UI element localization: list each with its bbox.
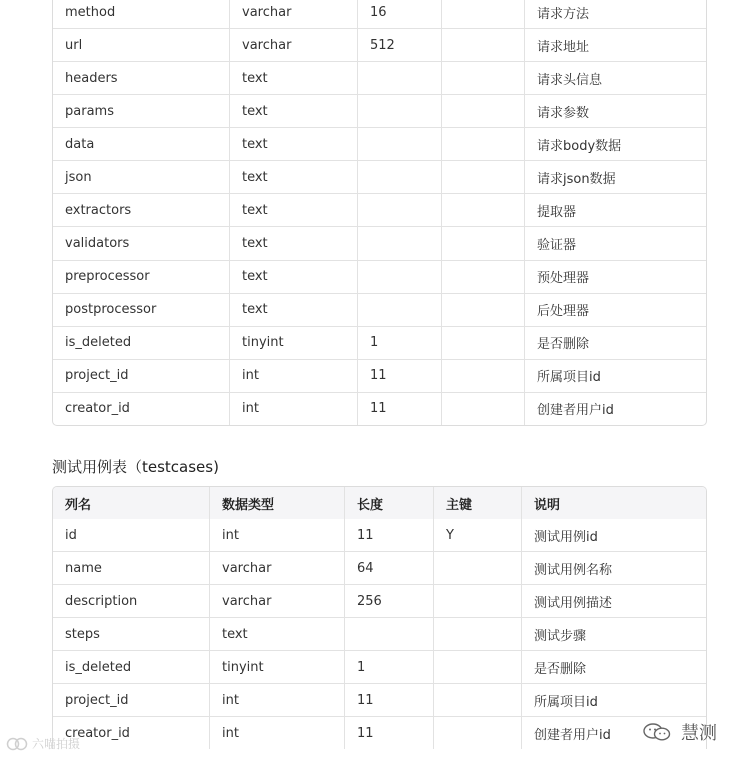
cell-primary-key: [434, 585, 522, 618]
cell-description: 请求地址: [525, 29, 706, 62]
cell-primary-key: [442, 360, 525, 393]
cell-description: 请求json数据: [525, 161, 706, 194]
cell-primary-key: [442, 294, 525, 327]
cell-primary-key: Y: [434, 519, 522, 552]
cell-length: [345, 618, 434, 651]
cell-column-name: json: [53, 161, 230, 194]
cell-primary-key: [434, 552, 522, 585]
cell-description: 测试用例名称: [522, 552, 706, 585]
cell-primary-key: [434, 618, 522, 651]
cell-length: 11: [358, 393, 442, 425]
cell-column-name: description: [53, 585, 210, 618]
cell-length: 16: [358, 0, 442, 29]
cell-description: 是否删除: [525, 327, 706, 360]
cell-primary-key: [442, 261, 525, 294]
cell-data-type: int: [210, 684, 345, 717]
cell-description: 测试用例描述: [522, 585, 706, 618]
cell-description: 所属项目id: [525, 360, 706, 393]
cell-length: 11: [345, 684, 434, 717]
cell-data-type: varchar: [210, 585, 345, 618]
cell-data-type: int: [230, 360, 358, 393]
header-primary-key: 主键: [434, 487, 522, 519]
watermark-right: [641, 719, 717, 745]
cell-description: 创建者用户id: [537, 403, 614, 419]
cell-length: 64: [345, 552, 434, 585]
table-row: [53, 194, 706, 227]
cell-data-type: text: [230, 194, 358, 227]
cell-length: 1: [358, 327, 442, 360]
table-row: [53, 62, 706, 95]
table-row: [53, 684, 706, 717]
cell-data-type: varchar: [230, 0, 358, 29]
cell-description: 所属项目id: [522, 684, 706, 717]
cell-column-name: steps: [53, 618, 210, 651]
cell-description: 提取器: [525, 194, 706, 227]
cell-primary-key: [442, 62, 525, 95]
cell-primary-key: [442, 327, 525, 360]
cell-description: 后处理器: [525, 294, 706, 327]
cell-length: 256: [345, 585, 434, 618]
cell-column-name: url: [53, 29, 230, 62]
cell-column-name: validators: [53, 227, 230, 260]
cell-primary-key: [442, 194, 525, 227]
cell-length: 1: [345, 651, 434, 684]
cell-description: 请求参数: [525, 95, 706, 128]
cell-column-name: name: [53, 552, 210, 585]
header-column-name: 列名: [53, 487, 210, 519]
table-row: [53, 552, 706, 585]
table-row: [53, 651, 706, 684]
table-row: [53, 519, 706, 552]
cell-length: [358, 294, 442, 327]
wechat-icon: [641, 722, 673, 742]
cell-primary-key: [434, 651, 522, 684]
cell-data-type: varchar: [230, 29, 358, 62]
cell-data-type: int: [210, 717, 345, 749]
cell-data-type: varchar: [210, 552, 345, 585]
cell-data-type: text: [230, 161, 358, 194]
cell-length: 512: [358, 29, 442, 62]
cell-data-type: text: [230, 95, 358, 128]
table-row: [53, 227, 706, 260]
table-row: [53, 618, 706, 651]
cell-primary-key: [442, 0, 525, 29]
cell-data-type: text: [230, 227, 358, 260]
cell-data-type: int: [210, 519, 345, 552]
cell-primary-key: [442, 227, 525, 260]
cell-length: 11: [345, 717, 434, 749]
table-row: [53, 585, 706, 618]
cell-description: 请求方法: [525, 0, 706, 29]
cell-description: 是否删除: [522, 651, 706, 684]
table-row: [53, 95, 706, 128]
cell-column-name: preprocessor: [53, 261, 230, 294]
cell-column-name: id: [53, 519, 210, 552]
cell-primary-key: [434, 717, 522, 749]
table-row: [53, 717, 706, 749]
cell-description: 预处理器: [525, 261, 706, 294]
table-row: [53, 128, 706, 161]
cell-description: 创建者用户id: [534, 727, 611, 743]
cell-length: [358, 128, 442, 161]
table-row: [53, 360, 706, 393]
cell-length: [358, 261, 442, 294]
cell-column-name: project_id: [53, 360, 230, 393]
cell-description: 请求body数据: [525, 128, 706, 161]
table-row: [53, 161, 706, 194]
cell-length: [358, 227, 442, 260]
cell-column-name: is_deleted: [53, 651, 210, 684]
cell-data-type: text: [210, 618, 345, 651]
cell-data-type: text: [230, 261, 358, 294]
cell-column-name: postprocessor: [53, 294, 230, 327]
cell-data-type: tinyint: [230, 327, 358, 360]
header-description: 说明: [522, 487, 706, 519]
cell-length: 11: [345, 519, 434, 552]
cell-data-type: tinyint: [210, 651, 345, 684]
cell-column-name: creator_id: [53, 393, 230, 425]
cell-column-name: params: [53, 95, 230, 128]
cell-description: 验证器: [525, 227, 706, 260]
cell-description: 请求头信息: [525, 62, 706, 95]
table-row: [53, 294, 706, 327]
table-row: [53, 29, 706, 62]
cell-description: 测试步骤: [522, 618, 706, 651]
cell-data-type: text: [230, 294, 358, 327]
cell-column-name: creator_id: [53, 717, 210, 749]
cell-length: [358, 62, 442, 95]
header-length: 长度: [345, 487, 434, 519]
cell-data-type: text: [230, 62, 358, 95]
cell-length: [358, 161, 442, 194]
cell-primary-key: [434, 684, 522, 717]
watermark-left: [6, 735, 80, 752]
cell-length: [358, 194, 442, 227]
watermark-right-text: 慧测: [681, 723, 717, 744]
cell-column-name: data: [53, 128, 230, 161]
cell-data-type: text: [230, 128, 358, 161]
header-data-type: 数据类型: [210, 487, 345, 519]
cell-column-name: is_deleted: [53, 327, 230, 360]
cell-description: 测试用例id: [522, 519, 706, 552]
cell-column-name: project_id: [53, 684, 210, 717]
table-row: [53, 393, 706, 425]
table-row: [53, 0, 706, 29]
cell-length: [358, 95, 442, 128]
cell-column-name: method: [53, 0, 230, 29]
watermark-left-text: 六喵拍摄: [32, 737, 81, 751]
section-title-testcases: 测试用例表（testcases): [52, 458, 219, 476]
cell-data-type: int: [230, 393, 358, 425]
cell-length: 11: [358, 360, 442, 393]
cell-primary-key: [442, 95, 525, 128]
table-row: [53, 261, 706, 294]
cell-primary-key: [442, 128, 525, 161]
cell-primary-key: [442, 29, 525, 62]
fields-table-top: [52, 0, 707, 426]
cell-column-name: headers: [53, 62, 230, 95]
table-row: [53, 327, 706, 360]
cell-column-name: extractors: [53, 194, 230, 227]
cell-primary-key: [442, 161, 525, 194]
table-header-row: [53, 487, 706, 519]
cell-primary-key: [442, 393, 525, 425]
camera-logo-icon: [6, 737, 28, 751]
testcases-table: [52, 486, 707, 749]
